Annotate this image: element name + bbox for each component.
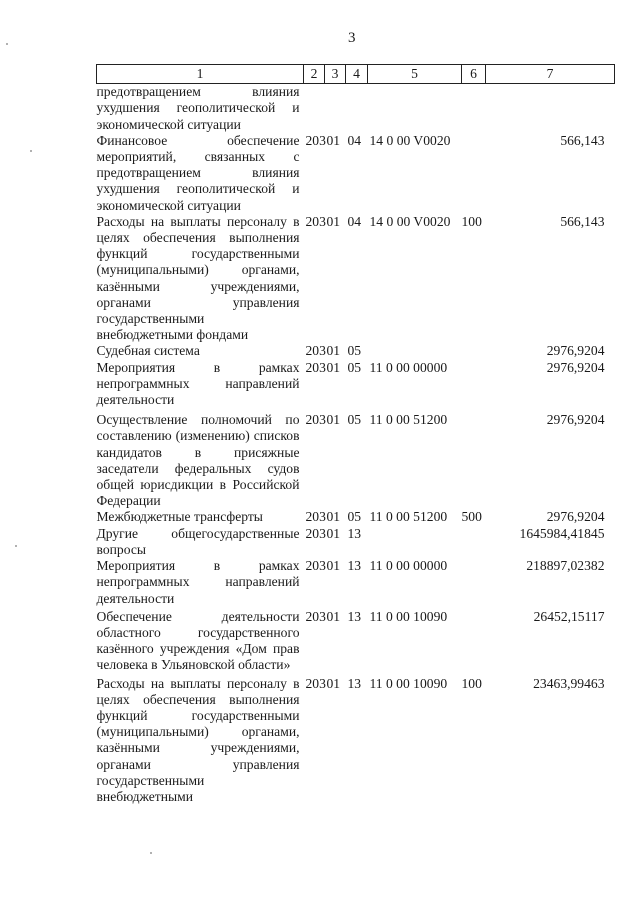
table-row — [97, 360, 615, 413]
row-subsection-cell: 05 — [347, 509, 362, 525]
row-name-cell: Другие общегосударственные вопросы — [96, 525, 300, 557]
column-header: 4 — [346, 65, 368, 84]
row-name-cell: Расходы на выплаты персоналу в целях обеспечения выполнения функций государственными (муниципальными) органами, казёнными учреждениями, органами управления государственными внебюджетными — [96, 675, 300, 804]
page-number: 3 — [348, 30, 356, 46]
row-expense-type-cell — [462, 558, 486, 609]
row-name-cell: Осуществление полномочий по составлению (изменению) списков кандидатов в присяжные заседатели федеральных судов общей юрисдикции в Российской Федерации — [96, 412, 300, 509]
row-subsection-cell: 05 — [347, 412, 362, 428]
row-amount-cell: 218897,02382 — [526, 558, 605, 574]
row-expense-type-cell — [462, 133, 486, 214]
row-amount-cell: 2976,9204 — [546, 509, 605, 525]
row-amount-cell: 23463,99463 — [533, 675, 605, 691]
row-gp-cell: 203 — [305, 608, 326, 624]
row-amount-cell: 2976,9204 — [546, 343, 605, 359]
row-section-cell: 01 — [326, 412, 341, 428]
column-header: 5 — [368, 65, 462, 84]
table-row — [97, 558, 615, 609]
table-row — [97, 676, 615, 810]
row-expense-type-cell — [462, 360, 486, 413]
row-section-cell: 01 — [326, 213, 341, 229]
table-row — [97, 133, 615, 214]
column-header: 6 — [462, 65, 486, 84]
row-gp-cell: 203 — [305, 525, 326, 541]
row-amount-cell: 26452,15117 — [533, 608, 605, 624]
row-subsection-cell — [346, 84, 368, 133]
row-section-cell: 01 — [326, 525, 341, 541]
row-name-cell: Мероприятия в рамках непрограммных направлений деятельности — [96, 558, 300, 606]
budget-table — [96, 64, 615, 809]
scan-speck — [6, 43, 8, 45]
row-target-cell — [368, 84, 462, 133]
row-subsection-cell: 04 — [347, 213, 362, 229]
row-amount-cell — [486, 84, 615, 133]
row-expense-type-cell — [462, 84, 486, 133]
row-expense-type-cell: 100 — [461, 213, 482, 229]
row-gp-cell: 203 — [305, 343, 326, 359]
row-amount-cell: 1645984,41845 — [519, 525, 605, 541]
row-gp-cell: 203 — [305, 558, 326, 574]
row-gp-cell: 203 — [305, 509, 326, 525]
row-section-cell: 01 — [326, 343, 341, 359]
row-section-cell: 01 — [326, 608, 341, 624]
row-target-cell — [368, 526, 462, 558]
row-target-cell: 11 0 00 00000 — [369, 359, 448, 375]
row-subsection-cell: 04 — [347, 132, 362, 148]
row-amount-cell: 2976,9204 — [546, 412, 605, 428]
row-expense-type-cell — [462, 609, 486, 676]
table-row — [97, 412, 615, 509]
row-target-cell: 11 0 00 10090 — [369, 608, 448, 624]
row-section-cell: 01 — [326, 359, 341, 375]
row-subsection-cell: 13 — [347, 525, 362, 541]
table-body — [97, 84, 615, 809]
row-target-cell: 14 0 00 V0020 — [369, 213, 451, 229]
row-name-cell: Финансовое обеспечение мероприятий, связанных с предотвращением влияния ухудшения геополитической и экономической ситуации — [96, 132, 300, 213]
row-name-cell: Мероприятия в рамках непрограммных направлений деятельности — [96, 359, 300, 408]
row-target-cell: 11 0 00 51200 — [369, 509, 448, 525]
row-amount-cell: 566,143 — [560, 132, 605, 148]
row-section-cell: 01 — [326, 558, 341, 574]
row-gp-cell: 203 — [305, 213, 326, 229]
row-expense-type-cell: 500 — [461, 509, 482, 525]
row-subsection-cell: 13 — [347, 608, 362, 624]
row-gp-cell: 203 — [305, 132, 326, 148]
scan-speck — [15, 545, 17, 547]
column-header: 1 — [97, 65, 304, 84]
row-subsection-cell: 13 — [347, 675, 362, 691]
row-gp-cell: 203 — [305, 675, 326, 691]
table-row — [97, 526, 615, 558]
column-header: 2 — [304, 65, 325, 84]
row-section-cell: 01 — [326, 509, 341, 525]
table-header — [97, 65, 615, 84]
row-subsection-cell: 05 — [347, 359, 362, 375]
row-amount-cell: 566,143 — [560, 213, 605, 229]
row-amount-cell: 2976,9204 — [546, 359, 605, 375]
row-section-cell — [325, 84, 346, 133]
row-expense-type-cell — [462, 343, 486, 359]
row-gp-cell: 203 — [305, 412, 326, 428]
row-target-cell — [368, 343, 462, 359]
table-row — [97, 509, 615, 525]
column-header: 7 — [486, 65, 615, 84]
row-expense-type-cell — [462, 526, 486, 558]
row-target-cell: 14 0 00 V0020 — [369, 132, 451, 148]
table-row — [97, 84, 615, 133]
row-subsection-cell: 13 — [347, 558, 362, 574]
row-name-cell: Судебная система — [96, 343, 200, 359]
row-gp-cell: 203 — [305, 359, 326, 375]
row-name-cell: предотвращением влияния ухудшения геополитической и экономической ситуации — [96, 84, 300, 132]
table-row — [97, 609, 615, 676]
row-subsection-cell: 05 — [347, 343, 362, 359]
table-row — [97, 343, 615, 359]
scan-speck — [150, 852, 152, 854]
row-gp-cell — [304, 84, 325, 133]
column-header: 3 — [325, 65, 346, 84]
row-target-cell: 11 0 00 10090 — [369, 675, 448, 691]
row-expense-type-cell — [462, 412, 486, 509]
row-name-cell: Расходы на выплаты персоналу в целях обеспечения выполнения функций государственными (муниципальными) органами, казёнными учреждениями, органами управления государственными внебюджетными фондами — [96, 213, 300, 343]
row-target-cell: 11 0 00 00000 — [369, 558, 448, 574]
row-name-cell: Межбюджетные трансферты — [96, 509, 263, 525]
row-section-cell: 01 — [326, 675, 341, 691]
row-name-cell: Обеспечение деятельности областного государственного казённого учреждения «Дом прав человека в Ульяновской области» — [96, 608, 300, 673]
row-target-cell: 11 0 00 51200 — [369, 412, 448, 428]
table-row — [97, 214, 615, 344]
row-expense-type-cell: 100 — [461, 675, 482, 691]
row-section-cell: 01 — [326, 132, 341, 148]
scan-speck — [30, 150, 32, 152]
